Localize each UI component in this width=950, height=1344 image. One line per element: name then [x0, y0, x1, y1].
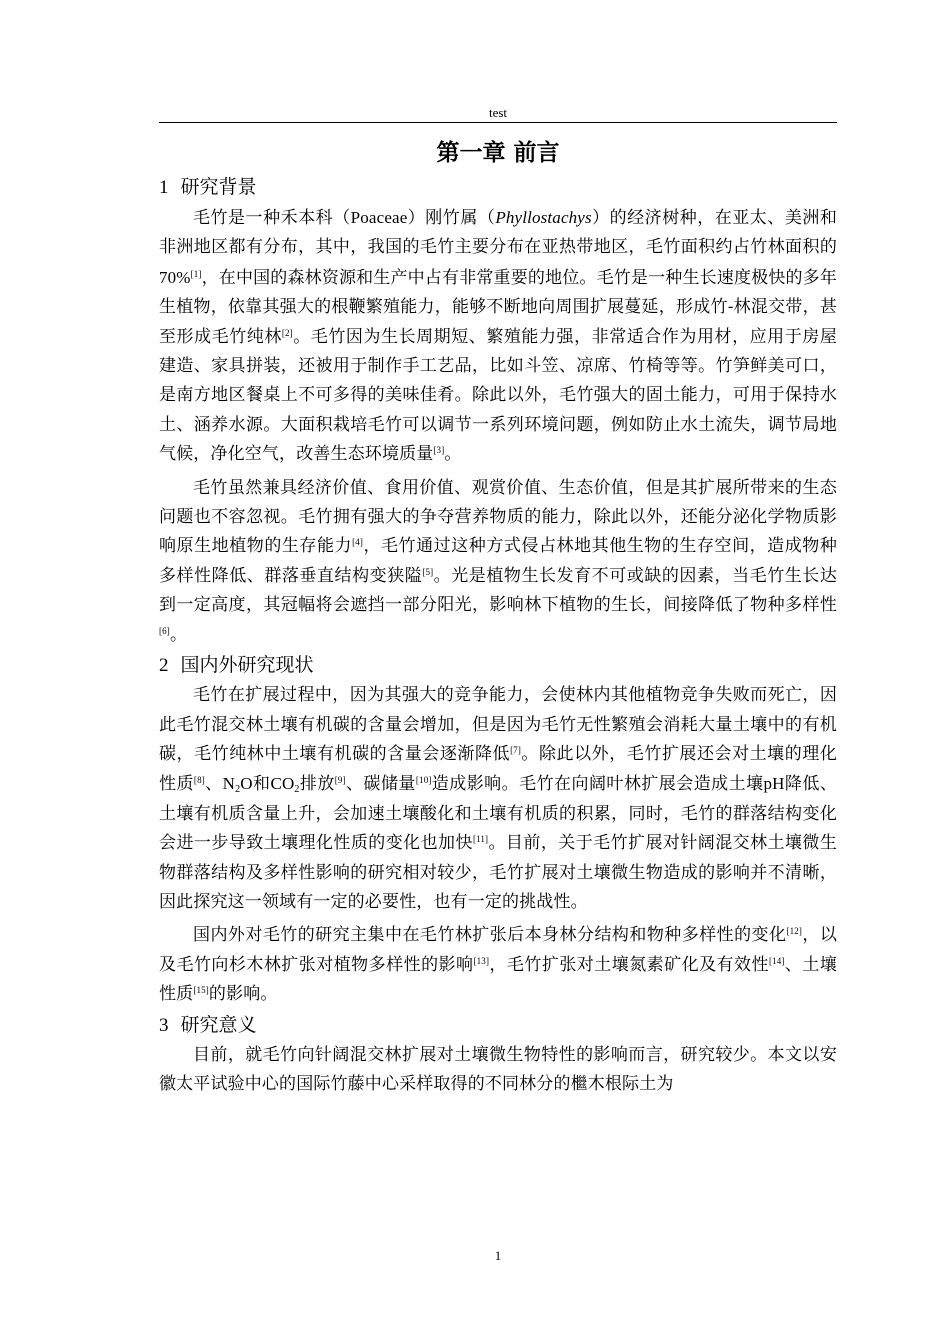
section-number: 1 [159, 177, 169, 198]
text-run: 毛竹是一种禾本科（ [193, 208, 351, 228]
text-run: ，毛竹扩张对土壤氮素矿化及有效性 [489, 954, 769, 975]
citation: [11] [472, 834, 489, 845]
chemical-formula: N [222, 774, 236, 794]
citation: [10] [415, 775, 432, 786]
paragraph-2 [159, 474, 837, 650]
text-run: 的影响。 [208, 984, 278, 1005]
subscript: 2 [294, 784, 300, 796]
text-run: 毛竹在扩展过程中，因为其强大的竞争能力，会使林内其他植物竞争失败而死亡，因此毛竹混交林土壤有机碳的含量会增加，但是因为毛竹无性繁殖会消耗大量土壤中的有机碳，毛竹纯林中土壤有机碳的含量会逐渐降低 [159, 685, 837, 764]
section-title: 研究背景 [180, 176, 257, 198]
citation: [14] [768, 955, 785, 966]
citation: [4] [352, 537, 364, 548]
section-number: 2 [159, 655, 169, 677]
text-run: 。目前，关于毛竹扩展对针阔混交林土壤微生物群落结构及多样性影响的研究相对较少，毛竹扩展对土壤微生物造成的影响并不清晰，因此探究这一领域有一定的必要性，也有一定的挑战性。 [159, 833, 838, 912]
text-run: 降低、土壤有机质含量上升，会加速土壤酸化和土壤有机质的积累，同时，毛竹的群落结构变化会进一步导致土壤理化性质的变化也加快 [159, 774, 837, 854]
text-run: 。 [444, 444, 462, 465]
header-rule [159, 122, 837, 123]
citation: [13] [473, 955, 490, 966]
text-run: 国内外对毛竹的研究主集中在毛竹林扩张后本身林分结构和物种多样性的变化 [193, 925, 787, 946]
text-run: ，以及毛竹向杉木林扩张对植物多样性的影响 [159, 925, 837, 975]
text-run: ，毛竹通过这种方式侵占林地其他生物的生存空间，造成物种多样性降低、群落垂直结构变狭隘 [159, 536, 837, 586]
chemical-formula: CO [270, 774, 295, 794]
citation: [3] [433, 445, 445, 456]
section-title: 国内外研究现状 [180, 654, 314, 677]
text-run: 、 [204, 774, 223, 795]
citation: [9] [334, 775, 346, 786]
page-number: 1 [494, 1248, 502, 1263]
text-run: 。除此以外，毛竹扩展还会对土壤的理化性质 [159, 743, 837, 795]
text-run: 毛竹虽然兼具经济价值、食用价值、观赏价值、生态价值，但是其扩展所带来的生态问题也不容忽视。毛竹拥有强大的争夺营养物质的能力，除此以外，还能分泌化学物质影响原生地植物的生存能力 [159, 477, 837, 557]
text-run: 。毛竹因为生长周期短、繁殖能力强，非常适合作为用材，应用于房屋建造、家具拼装，还被用于制作手工艺品，比如斗笠、凉席、竹椅等等。竹笋鲜美可口，是南方地区餐桌上不可多得的美味佳肴。除此以外，毛竹强大的固土能力，可用于保持水土、涵养水源。大面积栽培毛竹可以调节一系列环境问题，例如防止水土流失，调节局地气候，净化空气，改善生态环境质量 [159, 326, 837, 465]
citation: [7] [510, 744, 522, 755]
subscript: 2 [235, 784, 241, 796]
section-heading-1 [159, 172, 837, 203]
citation: [5] [422, 566, 434, 577]
text-run: 和 [252, 774, 271, 795]
text-run: 目前，就毛竹向针阔混交林扩展对土壤微生物特性的影响而言，研究较少。本文以安徽太平试验中心的国际竹藤中心采样取得的不同林分的檵木根际土为 [159, 1044, 837, 1094]
page-body [159, 134, 837, 1099]
text-run: ，在中国的森林资源和生产中占有非常重要的地位。毛竹是一种生长速度极快的多年生植物，依靠其强大的根鞭繁殖能力，能够不断地向周围扩展蔓延，形成竹-林混交带，甚至形成毛竹纯林 [159, 267, 837, 347]
citation: [6] [159, 625, 170, 636]
latin-term: Poaceae [350, 208, 408, 227]
section-title: 研究意义 [180, 1013, 257, 1036]
text-run: ）的经济树种，在亚太、美洲和非洲地区都有分布，其中，我国的毛竹主要分布在亚热带地区，毛竹面积约占竹林面积的 [159, 208, 838, 258]
citation: [12] [786, 926, 803, 937]
section-heading-2 [159, 650, 837, 681]
text-run: 。 [169, 624, 188, 645]
citation: [15] [193, 985, 209, 996]
text-run: ）刚竹属（ [407, 208, 496, 228]
text-run: 排放 [299, 774, 335, 795]
paragraph-5 [159, 1041, 837, 1100]
paragraph-1 [159, 203, 837, 470]
section-heading-3 [159, 1010, 837, 1041]
chemical-formula: O [240, 774, 253, 794]
text-run: 。光是植物生长发育不可或缺的因素，当毛竹生长达到一定高度，其冠幅将会遮挡一部分阳光，影响林下植物的生长，间接降低了物种多样性 [159, 565, 838, 616]
paragraph-3 [159, 681, 837, 917]
section-number: 3 [159, 1014, 169, 1036]
text-run: 、土壤性质 [159, 954, 838, 1005]
page-header: test [488, 105, 508, 120]
ph-term: pH [763, 774, 785, 794]
citation: [2] [281, 327, 293, 338]
paragraph-4 [159, 921, 837, 1009]
percentage: 70% [159, 267, 191, 287]
text-run: 造成影响。毛竹在向阔叶林扩展会造成土壤 [431, 774, 764, 795]
text-run: 、碳储量 [345, 774, 416, 795]
genus-name: Phyllostachys [495, 208, 592, 227]
citation: [1] [190, 268, 202, 279]
citation: [8] [193, 775, 205, 786]
chapter-title: 第一章 前言 [436, 140, 560, 166]
